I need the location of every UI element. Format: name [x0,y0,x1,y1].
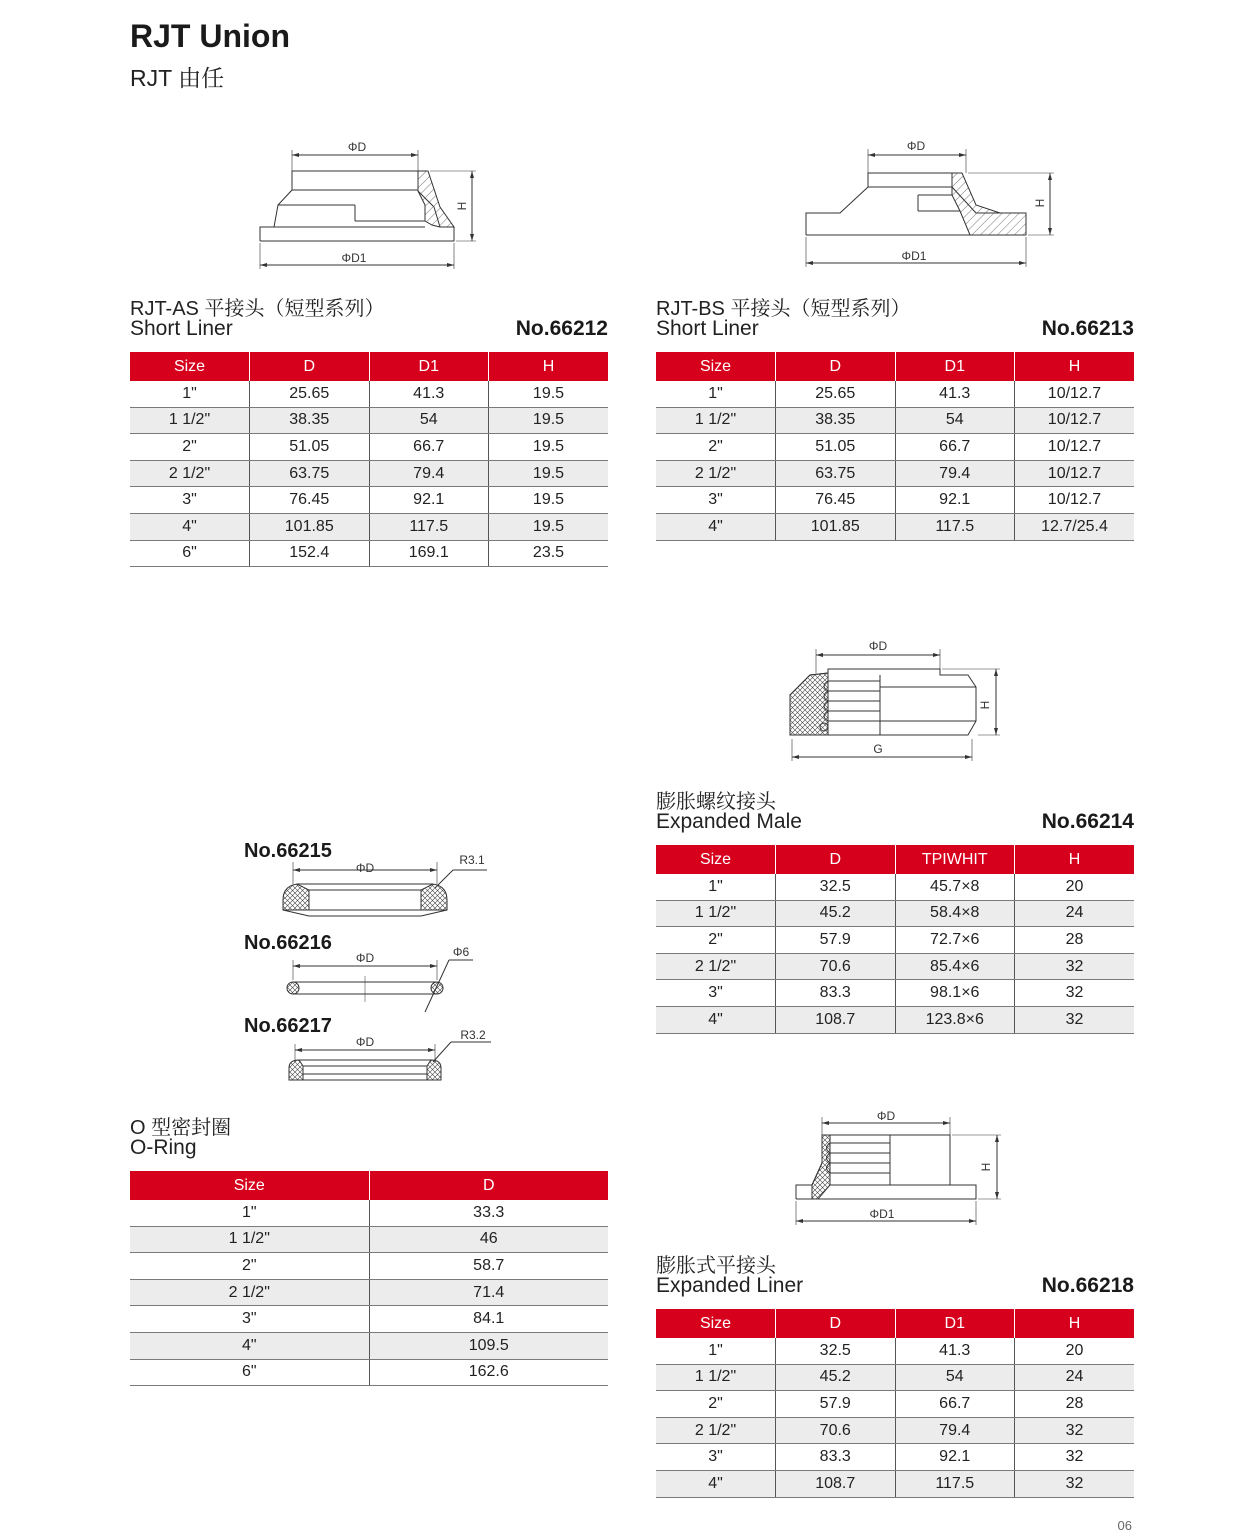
table-row [656,980,1134,1007]
table-cell: 162.6 [369,1359,608,1386]
table-cell: 83.3 [776,980,896,1007]
table-row [130,381,608,407]
page-subtitle: RJT 由任 [130,65,225,91]
expanded-male-en-title: Expanded Male [656,810,802,833]
table-cell: 66.7 [895,1391,1015,1418]
table-cell: 51.05 [776,434,896,461]
dim-h-label: H [455,201,469,211]
table-cell: 45.7×8 [895,874,1015,900]
table-row [130,1306,608,1333]
table-cell: 117.5 [895,1470,1015,1497]
rjt-as-cn-title: RJT-AS 平接头（短型系列） [130,298,385,320]
table-cell: 1" [656,874,776,900]
table-cell: 4" [130,513,250,540]
table-cell: 92.1 [895,487,1015,514]
table-cell: 84.1 [369,1306,608,1333]
table-row [656,1338,1134,1364]
expanded-liner-cn-title: 膨胀式平接头 [656,1255,776,1277]
dim-g-label: G [873,742,883,756]
table-cell: 51.05 [250,434,370,461]
column-header: D1 [895,1309,1015,1338]
table-cell: 79.4 [895,460,1015,487]
expanded-liner-table [656,1309,1134,1498]
table-cell: 4" [130,1332,369,1359]
rjt-as-en-title: Short Liner [130,317,233,340]
table-cell: 108.7 [776,1006,896,1033]
table-cell: 38.35 [250,407,370,434]
column-header: Size [130,1171,369,1200]
rjt-bs-cn-title: RJT-BS 平接头（短型系列） [656,298,911,320]
table-cell: 41.3 [895,1338,1015,1364]
table-cell: 6" [130,540,250,567]
column-header: D [250,352,370,381]
table-cell: 101.85 [250,513,370,540]
column-header: H [1015,1309,1135,1338]
oring-66216-drawing [275,940,505,1020]
table-cell: 25.65 [250,381,370,407]
oring-en-title: O-Ring [130,1136,197,1159]
table-cell: 57.9 [776,1391,896,1418]
table-cell: 6" [130,1359,369,1386]
table-cell: 72.7×6 [895,927,1015,954]
column-header: Size [130,352,250,381]
expanded-liner-drawing [790,1105,1010,1230]
table-cell: 2 1/2" [656,460,776,487]
table-cell: 101.85 [776,513,896,540]
table-cell: 1 1/2" [130,1226,369,1253]
rjt-bs-part-number: No.66213 [1041,317,1134,340]
table-cell: 32 [1015,953,1135,980]
table-cell: 169.1 [369,540,489,567]
table-row [656,900,1134,927]
table-cell: 3" [130,487,250,514]
oring-table [130,1171,608,1386]
table-cell: 92.1 [369,487,489,514]
table-cell: 3" [656,980,776,1007]
rjt-bs-table [656,352,1134,541]
expanded-male-table [656,845,1134,1034]
table-row [656,1417,1134,1444]
dim-d-label: ΦD [355,951,375,965]
table-cell: 38.35 [776,407,896,434]
table-row [130,460,608,487]
oring-part-number-3: No.66217 [244,1015,332,1037]
table-row [130,1253,608,1280]
expanded-male-drawing [780,635,1010,765]
table-cell: 85.4×6 [895,953,1015,980]
table-cell: 54 [369,407,489,434]
table-cell: 45.2 [776,900,896,927]
table-cell: 66.7 [369,434,489,461]
dim-h-label: H [1033,198,1047,208]
oring-cn-title: O 型密封圈 [130,1117,232,1139]
oring-part-number-2: No.66216 [244,932,332,954]
table-row [130,540,608,567]
table-cell: 32 [1015,1417,1135,1444]
column-header: D1 [895,352,1015,381]
table-cell: 41.3 [369,381,489,407]
table-cell: 1 1/2" [656,900,776,927]
dim-h-label: H [979,1162,993,1172]
table-row [130,1226,608,1253]
dim-r32-label: R3.2 [460,1028,486,1042]
table-cell: 83.3 [776,1444,896,1471]
column-header: TPIWHIT [895,845,1015,874]
column-header: H [1015,352,1135,381]
rjt-as-drawing [250,135,490,275]
table-cell: 19.5 [489,513,609,540]
table-cell: 24 [1015,900,1135,927]
table-cell: 1" [130,381,250,407]
table-cell: 108.7 [776,1470,896,1497]
table-cell: 1" [656,1338,776,1364]
table-row [130,513,608,540]
table-cell: 20 [1015,874,1135,900]
dim-phi6-label: Φ6 [452,945,470,959]
dim-d1-label: ΦD1 [341,251,367,265]
table-cell: 57.9 [776,927,896,954]
table-row [656,874,1134,900]
expanded-male-part-number: No.66214 [1041,810,1134,833]
table-row [656,487,1134,514]
dim-d1-label: ΦD1 [869,1207,895,1221]
expanded-liner-part-number: No.66218 [1041,1274,1134,1297]
column-header: H [1015,845,1135,874]
table-cell: 23.5 [489,540,609,567]
table-row [656,1444,1134,1471]
table-cell: 54 [895,407,1015,434]
table-cell: 71.4 [369,1279,608,1306]
dim-d-label: ΦD [347,140,367,154]
table-cell: 76.45 [250,487,370,514]
rjt-as-part-number: No.66212 [515,317,608,340]
dim-d-label: ΦD [355,861,375,875]
column-header: Size [656,352,776,381]
table-cell: 4" [656,513,776,540]
table-cell: 4" [656,1470,776,1497]
column-header: D1 [369,352,489,381]
table-cell: 123.8×6 [895,1006,1015,1033]
table-cell: 32.5 [776,1338,896,1364]
table-cell: 98.1×6 [895,980,1015,1007]
table-cell: 1" [130,1200,369,1226]
table-cell: 41.3 [895,381,1015,407]
table-cell: 109.5 [369,1332,608,1359]
table-cell: 10/12.7 [1015,487,1135,514]
table-cell: 24 [1015,1364,1135,1391]
column-header: H [489,352,609,381]
table-row [656,460,1134,487]
column-header: Size [656,845,776,874]
dim-h-label: H [978,700,992,710]
table-cell: 33.3 [369,1200,608,1226]
table-cell: 58.4×8 [895,900,1015,927]
table-row [130,434,608,461]
table-cell: 19.5 [489,407,609,434]
table-cell: 2 1/2" [656,1417,776,1444]
table-cell: 32 [1015,980,1135,1007]
table-cell: 1 1/2" [656,1364,776,1391]
rjt-bs-en-title: Short Liner [656,317,759,340]
dim-d-label: ΦD [355,1035,375,1049]
table-cell: 1 1/2" [656,407,776,434]
table-cell: 28 [1015,1391,1135,1418]
table-cell: 19.5 [489,460,609,487]
table-cell: 10/12.7 [1015,381,1135,407]
table-cell: 54 [895,1364,1015,1391]
oring-66215-drawing [275,848,505,933]
table-row [656,953,1134,980]
table-cell: 25.65 [776,381,896,407]
table-cell: 79.4 [895,1417,1015,1444]
table-row [656,1470,1134,1497]
table-row [130,487,608,514]
table-cell: 10/12.7 [1015,407,1135,434]
expanded-male-cn-title: 膨胀螺纹接头 [656,791,776,813]
table-cell: 117.5 [369,513,489,540]
column-header: Size [656,1309,776,1338]
table-cell: 3" [656,1444,776,1471]
table-cell: 79.4 [369,460,489,487]
dim-d-label: ΦD [868,639,888,653]
oring-part-number-1: No.66215 [244,840,332,862]
table-cell: 2" [656,434,776,461]
table-row [656,407,1134,434]
page-title: RJT Union [130,18,290,54]
table-cell: 2 1/2" [130,1279,369,1306]
table-row [656,1006,1134,1033]
table-cell: 2" [656,927,776,954]
dim-d1-label: ΦD1 [901,249,927,263]
table-cell: 19.5 [489,434,609,461]
oring-66217-drawing [275,1022,505,1092]
table-cell: 45.2 [776,1364,896,1391]
table-cell: 63.75 [250,460,370,487]
table-row [130,1279,608,1306]
table-row [656,434,1134,461]
table-cell: 1" [656,381,776,407]
table-row [130,1359,608,1386]
table-cell: 32 [1015,1444,1135,1471]
table-row [130,1200,608,1226]
dim-d-label: ΦD [876,1109,896,1123]
table-row [656,381,1134,407]
table-row [656,927,1134,954]
table-row [130,1332,608,1359]
table-cell: 2 1/2" [656,953,776,980]
table-cell: 2" [130,434,250,461]
rjt-bs-drawing [800,135,1060,275]
table-cell: 2" [656,1391,776,1418]
table-cell: 20 [1015,1338,1135,1364]
table-row [656,513,1134,540]
column-header: D [776,845,896,874]
table-cell: 76.45 [776,487,896,514]
table-cell: 70.6 [776,953,896,980]
column-header: D [369,1171,608,1200]
table-cell: 58.7 [369,1253,608,1280]
column-header: D [776,352,896,381]
table-cell: 92.1 [895,1444,1015,1471]
dim-r31-label: R3.1 [459,853,485,867]
rjt-as-table [130,352,608,567]
table-row [656,1364,1134,1391]
table-cell: 46 [369,1226,608,1253]
table-cell: 63.75 [776,460,896,487]
table-cell: 70.6 [776,1417,896,1444]
table-cell: 1 1/2" [130,407,250,434]
table-cell: 28 [1015,927,1135,954]
table-cell: 2 1/2" [130,460,250,487]
table-cell: 66.7 [895,434,1015,461]
table-cell: 32.5 [776,874,896,900]
table-cell: 19.5 [489,487,609,514]
dim-d-label: ΦD [906,139,926,153]
table-cell: 152.4 [250,540,370,567]
table-cell: 19.5 [489,381,609,407]
table-cell: 3" [656,487,776,514]
table-cell: 2" [130,1253,369,1280]
table-cell: 32 [1015,1006,1135,1033]
table-row [130,407,608,434]
page-number: 06 [1117,1518,1132,1533]
expanded-liner-en-title: Expanded Liner [656,1274,804,1297]
column-header: D [776,1309,896,1338]
table-cell: 10/12.7 [1015,460,1135,487]
table-cell: 117.5 [895,513,1015,540]
table-cell: 3" [130,1306,369,1333]
table-cell: 10/12.7 [1015,434,1135,461]
table-cell: 4" [656,1006,776,1033]
table-cell: 12.7/25.4 [1015,513,1135,540]
table-cell: 32 [1015,1470,1135,1497]
table-row [656,1391,1134,1418]
